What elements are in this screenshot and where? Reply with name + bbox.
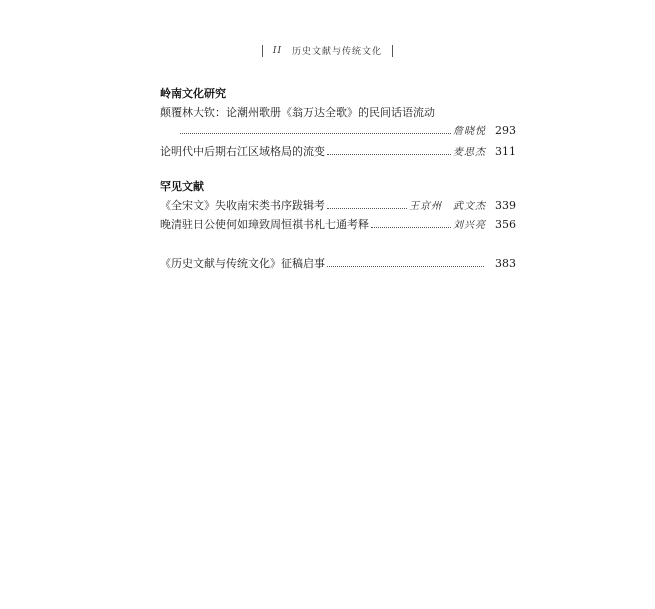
toc-entry-title: 《全宋文》失收南宋类书序跋辑考 bbox=[160, 199, 325, 212]
journal-title: 历史文献与传统文化 bbox=[292, 47, 383, 57]
leader-dots bbox=[180, 124, 451, 134]
divider bbox=[392, 45, 393, 57]
toc-entry-author: 刘兴亮 bbox=[453, 220, 486, 231]
leader-dots bbox=[327, 199, 407, 209]
toc-entry-author: 麦思杰 bbox=[453, 147, 486, 158]
toc-entry-title: 《历史文献与传统文化》征稿启事 bbox=[160, 257, 325, 270]
toc-entry bbox=[160, 124, 516, 139]
leader-dots bbox=[371, 218, 451, 228]
toc-entry bbox=[160, 199, 516, 214]
section-title: 岭南文化研究 bbox=[160, 87, 226, 100]
toc-entry bbox=[160, 218, 516, 233]
toc-entry-page: 293 bbox=[495, 124, 516, 137]
running-head bbox=[0, 44, 655, 57]
toc-entry-title: 颠覆林大钦：论潮州歌册《翁万达全歌》的民间话语流动 bbox=[160, 106, 435, 119]
leader-dots bbox=[327, 257, 484, 267]
toc-entry-author: 王京州 武文杰 bbox=[409, 201, 486, 212]
toc-entry-notice bbox=[160, 257, 516, 271]
toc-entry-page: 356 bbox=[495, 218, 516, 231]
divider bbox=[262, 45, 263, 57]
section-title: 罕见文献 bbox=[160, 180, 204, 193]
toc-entry-title: 晚清驻日公使何如璋致周恒祺书札七通考释 bbox=[160, 218, 369, 231]
toc-entry-page: 339 bbox=[495, 199, 516, 212]
toc-entry bbox=[160, 145, 516, 160]
toc-entry-page: 311 bbox=[495, 145, 516, 158]
toc-entry-author: 詹晓悦 bbox=[453, 126, 486, 137]
page-numeral: II bbox=[272, 45, 283, 56]
toc-entry-page: 383 bbox=[495, 257, 516, 270]
leader-dots bbox=[327, 145, 451, 155]
toc-entry-title: 论明代中后期右江区域格局的流变 bbox=[160, 145, 325, 158]
